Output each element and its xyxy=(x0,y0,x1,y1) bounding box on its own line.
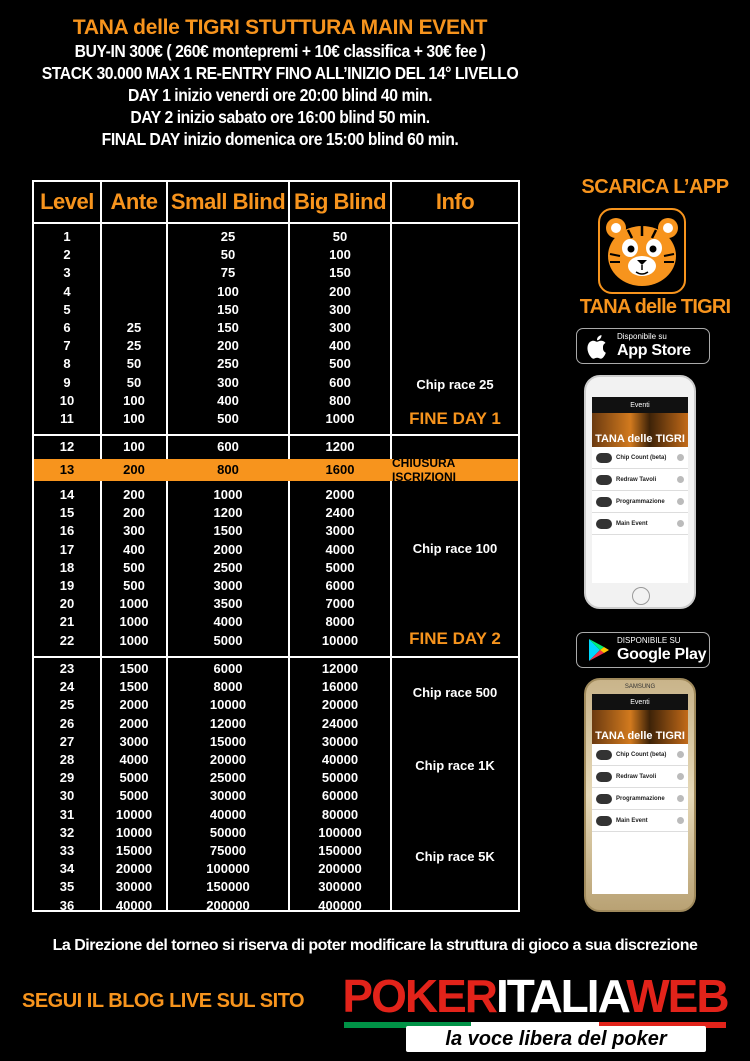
level-cell: 16 xyxy=(59,523,75,539)
phone-header-bar xyxy=(592,397,688,413)
small-blind-cell: 100 xyxy=(217,283,239,299)
level-cell: 1 xyxy=(63,229,71,244)
ante-cell: 10000 xyxy=(115,806,153,822)
level-cell: 12 xyxy=(59,439,75,454)
level-cell: 26 xyxy=(59,715,75,731)
level-cell: 14 xyxy=(59,487,75,502)
level-cell: 20 xyxy=(59,596,75,612)
ante-cell xyxy=(102,264,166,282)
small-blind-cell: 50000 xyxy=(209,824,247,840)
big-blind-cell: 5000 xyxy=(325,559,355,575)
big-blind-cell: 6000 xyxy=(325,578,355,593)
row-divider xyxy=(34,222,518,224)
small-blind-cell: 40000 xyxy=(209,806,247,822)
ante-cell: 1000 xyxy=(119,596,149,612)
home-button xyxy=(632,587,650,605)
event-title: TANA delle TIGRI STUTTURA MAIN EVENT xyxy=(72,16,488,39)
big-blind-cell: 10000 xyxy=(321,632,359,648)
big-blind-cell: 1600 xyxy=(325,462,355,477)
small-blind-cell: 15000 xyxy=(209,733,247,749)
info-chip-race-5k: Chip race 5K xyxy=(415,848,495,864)
phone-header-bar xyxy=(592,694,688,710)
row-divider xyxy=(34,656,518,658)
list-item[interactable]: Chip Count (beta) xyxy=(592,744,688,766)
list-item[interactable]: Redraw Tavoli xyxy=(592,766,688,788)
logo-slogan: la voce libera del poker xyxy=(406,1026,706,1052)
small-blind-cell: 400 xyxy=(217,392,239,408)
header-big-blind: Big Blind xyxy=(293,189,387,214)
header xyxy=(0,16,560,150)
level-cell: 32 xyxy=(59,824,75,840)
google-play-badge[interactable] xyxy=(576,632,710,668)
samsung-mockup xyxy=(584,678,696,912)
phone-banner: TANA delle TIGRI xyxy=(592,710,688,744)
phone-brand: SAMSUNG xyxy=(624,684,656,690)
ante-cell xyxy=(102,301,166,319)
ante-cell: 5000 xyxy=(119,788,149,804)
level-cell: 9 xyxy=(63,374,71,390)
ante-cell: 400 xyxy=(123,541,145,557)
level-cell: 25 xyxy=(59,697,75,713)
ante-cell: 20000 xyxy=(115,861,153,877)
small-blind-cell: 10000 xyxy=(209,697,247,713)
ante-cell: 25 xyxy=(126,338,142,354)
level-cell: 6 xyxy=(63,320,71,335)
small-blind-cell: 2000 xyxy=(213,541,243,557)
ante-cell: 1500 xyxy=(119,661,149,676)
big-blind-cell: 16000 xyxy=(321,679,359,695)
small-blind-cell: 250 xyxy=(217,356,239,372)
googleplay-big-text: Google Play xyxy=(617,646,707,663)
big-blind-cell: 150 xyxy=(329,265,351,281)
big-blind-cell: 1000 xyxy=(325,411,355,426)
ante-cell: 100 xyxy=(123,392,145,408)
header-level: Level xyxy=(40,189,94,214)
small-blind-cell: 1200 xyxy=(213,505,243,521)
small-blind-cell: 50 xyxy=(220,247,236,263)
ante-cell: 2000 xyxy=(119,697,149,713)
phone-header-title: Eventi xyxy=(630,401,650,409)
level-cell: 11 xyxy=(60,411,74,426)
level-cell: 4 xyxy=(63,283,71,299)
small-blind-cell: 150 xyxy=(217,320,239,335)
level-cell: 27 xyxy=(59,733,75,749)
small-blind-cell: 8000 xyxy=(213,679,243,695)
small-blind-cell: 200000 xyxy=(206,897,250,913)
ante-cell: 1000 xyxy=(119,632,149,648)
ante-cell: 5000 xyxy=(119,770,149,786)
level-cell: 7 xyxy=(63,338,71,354)
big-blind-cell: 200 xyxy=(329,283,351,299)
level-cell: 34 xyxy=(59,861,75,877)
big-blind-cell: 100000 xyxy=(318,824,362,840)
ante-cell: 4000 xyxy=(119,752,149,767)
small-blind-cell: 3000 xyxy=(213,578,243,593)
level-cell: 36 xyxy=(59,897,75,913)
app-name: TANA delle TIGRI xyxy=(579,296,731,318)
apple-icon xyxy=(585,333,611,359)
info-chip-race-25: Chip race 25 xyxy=(416,376,494,392)
level-cell: 2 xyxy=(63,247,71,263)
info-chip-race-1k: Chip race 1K xyxy=(415,757,495,773)
big-blind-cell: 1200 xyxy=(325,439,355,454)
info-fine-day-1: FINE DAY 1 xyxy=(409,409,501,428)
big-blind-cell: 50000 xyxy=(321,770,359,786)
big-blind-cell: 12000 xyxy=(321,661,359,676)
ante-cell: 40000 xyxy=(115,897,153,913)
small-blind-cell: 300 xyxy=(217,374,239,390)
level-cell: 35 xyxy=(59,879,75,895)
list-item[interactable]: Programmazione xyxy=(592,491,688,513)
header-ante: Ante xyxy=(110,189,158,214)
level-cell: 8 xyxy=(63,356,71,372)
small-blind-cell: 25000 xyxy=(209,770,247,786)
header-info: Info xyxy=(435,189,475,214)
level-cell: 24 xyxy=(59,679,75,695)
small-blind-cell: 5000 xyxy=(213,632,243,648)
phone-screen xyxy=(592,397,688,583)
ante-cell: 200 xyxy=(123,487,145,502)
list-item[interactable]: Main Event xyxy=(592,513,688,535)
small-blind-cell: 800 xyxy=(217,462,239,477)
big-blind-cell: 2000 xyxy=(325,487,355,502)
small-blind-cell: 1500 xyxy=(213,523,243,539)
info-chip-race-500: Chip race 500 xyxy=(412,684,498,700)
big-blind-cell: 4000 xyxy=(325,541,355,557)
small-blind-cell: 6000 xyxy=(213,661,243,676)
list-item[interactable]: Redraw Tavoli xyxy=(592,469,688,491)
big-blind-cell: 40000 xyxy=(321,752,359,767)
level-cell: 3 xyxy=(63,265,71,281)
big-blind-cell: 7000 xyxy=(325,596,355,612)
ante-cell: 100 xyxy=(123,411,145,426)
pokeritaliaweb-logo[interactable] xyxy=(336,968,734,1054)
ante-cell: 300 xyxy=(123,523,145,539)
big-blind-cell: 300 xyxy=(329,320,351,335)
big-blind-cell: 800 xyxy=(329,392,351,408)
day1-line: DAY 1 inizio venerdi ore 20:00 blind 40 min. xyxy=(127,85,433,105)
ante-cell: 1500 xyxy=(119,679,149,695)
small-blind-cell: 2500 xyxy=(213,559,243,575)
buyin-line: BUY-IN 300€ ( 260€ montepremi + 10€ classifica + 30€ fee ) xyxy=(74,41,486,61)
big-blind-cell: 30000 xyxy=(321,733,359,749)
level-cell: 5 xyxy=(63,301,71,317)
level-cell: 23 xyxy=(59,661,75,676)
small-blind-cell: 25 xyxy=(220,229,236,244)
big-blind-cell: 8000 xyxy=(325,614,355,630)
ante-cell: 200 xyxy=(123,462,145,477)
level-cell: 29 xyxy=(59,770,75,786)
info-chiusura-iscrizioni: CHIUSURA ISCRIZIONI xyxy=(392,456,457,484)
ante-cell: 30000 xyxy=(115,879,153,895)
download-app-heading: SCARICA L’APP xyxy=(581,176,729,198)
list-item[interactable]: Programmazione xyxy=(592,788,688,810)
ante-cell xyxy=(102,283,166,301)
appstore-big-text: App Store xyxy=(617,342,691,359)
big-blind-cell: 600 xyxy=(329,374,351,390)
level-cell: 10 xyxy=(59,392,75,408)
phone-banner: TANA delle TIGRI xyxy=(592,413,688,447)
appstore-small-text: Disponibile su xyxy=(617,332,667,341)
ante-cell xyxy=(102,246,166,264)
ante-cell: 15000 xyxy=(115,843,153,858)
level-cell: 22 xyxy=(59,632,75,648)
level-cell: 28 xyxy=(59,752,75,767)
ante-cell: 10000 xyxy=(115,824,153,840)
iphone-mockup xyxy=(584,375,696,609)
list-item[interactable]: Main Event xyxy=(592,810,688,832)
header-small-blind: Small Blind xyxy=(170,189,286,214)
finalday-line: FINAL DAY inizio domenica ore 15:00 blind 60 min. xyxy=(101,129,459,149)
big-blind-cell: 20000 xyxy=(321,697,359,713)
ante-cell: 50 xyxy=(126,356,142,372)
level-cell: 18 xyxy=(59,559,75,575)
google-play-icon xyxy=(585,637,611,663)
ante-cell: 3000 xyxy=(119,733,149,749)
small-blind-cell: 150000 xyxy=(206,879,250,895)
big-blind-cell: 24000 xyxy=(321,715,359,731)
info-chip-race-100: Chip race 100 xyxy=(412,540,498,556)
list-item[interactable]: Chip Count (beta) xyxy=(592,447,688,469)
tiger-app-icon[interactable] xyxy=(598,208,686,294)
level-cell: 31 xyxy=(59,806,75,822)
ante-cell: 200 xyxy=(123,505,145,521)
small-blind-cell: 3500 xyxy=(213,596,243,612)
big-blind-cell: 200000 xyxy=(318,861,362,877)
googleplay-small-text: DISPONIBILE SU xyxy=(617,636,681,645)
level-cell: 21 xyxy=(59,614,75,630)
small-blind-cell: 100000 xyxy=(206,861,250,877)
phone-header-title: Eventi xyxy=(630,698,650,706)
small-blind-cell: 150 xyxy=(217,301,239,317)
disclaimer-note: La Direzione del torneo si riserva di poter modificare la struttura di gioco a sua discrezione xyxy=(52,937,698,954)
ante-cell: 500 xyxy=(123,578,145,593)
level-cell: 13 xyxy=(59,462,75,477)
ante-cell: 100 xyxy=(123,439,145,454)
logo-wordmark: POKERITALIAWEB xyxy=(342,970,728,1022)
level-cell: 30 xyxy=(59,788,75,804)
app-store-badge[interactable] xyxy=(576,328,710,364)
day2-line: DAY 2 inizio sabato ore 16:00 blind 50 min. xyxy=(130,107,430,127)
ante-cell: 25 xyxy=(126,320,142,335)
big-blind-cell: 500 xyxy=(329,356,351,372)
small-blind-cell: 75000 xyxy=(209,843,247,858)
big-blind-cell: 300000 xyxy=(318,879,362,895)
small-blind-cell: 600 xyxy=(217,439,239,454)
small-blind-cell: 500 xyxy=(217,411,239,426)
blog-cta: SEGUI IL BLOG LIVE SUL SITO xyxy=(22,990,305,1012)
small-blind-cell: 12000 xyxy=(209,715,247,731)
info-fine-day-2: FINE DAY 2 xyxy=(409,629,501,648)
big-blind-cell: 150000 xyxy=(318,843,362,858)
big-blind-cell: 300 xyxy=(329,301,351,317)
small-blind-cell: 1000 xyxy=(213,487,243,502)
level-cell: 17 xyxy=(59,541,75,557)
small-blind-cell: 4000 xyxy=(213,614,243,630)
big-blind-cell: 80000 xyxy=(321,806,359,822)
ante-cell: 2000 xyxy=(119,715,149,731)
big-blind-cell: 100 xyxy=(329,247,351,263)
small-blind-cell: 75 xyxy=(220,265,236,281)
ante-cell: 50 xyxy=(126,374,142,390)
small-blind-cell: 30000 xyxy=(209,788,247,804)
ante-cell: 500 xyxy=(123,559,145,575)
big-blind-cell: 400 xyxy=(329,338,351,354)
level-cell: 33 xyxy=(59,843,75,858)
level-cell: 19 xyxy=(59,578,75,593)
row-divider xyxy=(34,434,518,436)
small-blind-cell: 200 xyxy=(217,338,239,354)
tiger-face-icon xyxy=(600,210,684,292)
structure-table xyxy=(32,180,520,912)
level-cell: 15 xyxy=(59,505,75,521)
big-blind-cell: 50 xyxy=(332,229,348,244)
small-blind-cell: 20000 xyxy=(209,752,247,767)
big-blind-cell: 2400 xyxy=(325,505,355,521)
big-blind-cell: 400000 xyxy=(318,897,362,913)
stack-line: STACK 30.000 MAX 1 RE-ENTRY FINO ALL’INIZIO DEL 14° LIVELLO xyxy=(41,63,519,83)
phone-screen xyxy=(592,694,688,894)
big-blind-cell: 60000 xyxy=(321,788,359,804)
ante-cell: 1000 xyxy=(119,614,149,630)
ante-cell xyxy=(102,228,166,246)
big-blind-cell: 3000 xyxy=(325,523,355,539)
